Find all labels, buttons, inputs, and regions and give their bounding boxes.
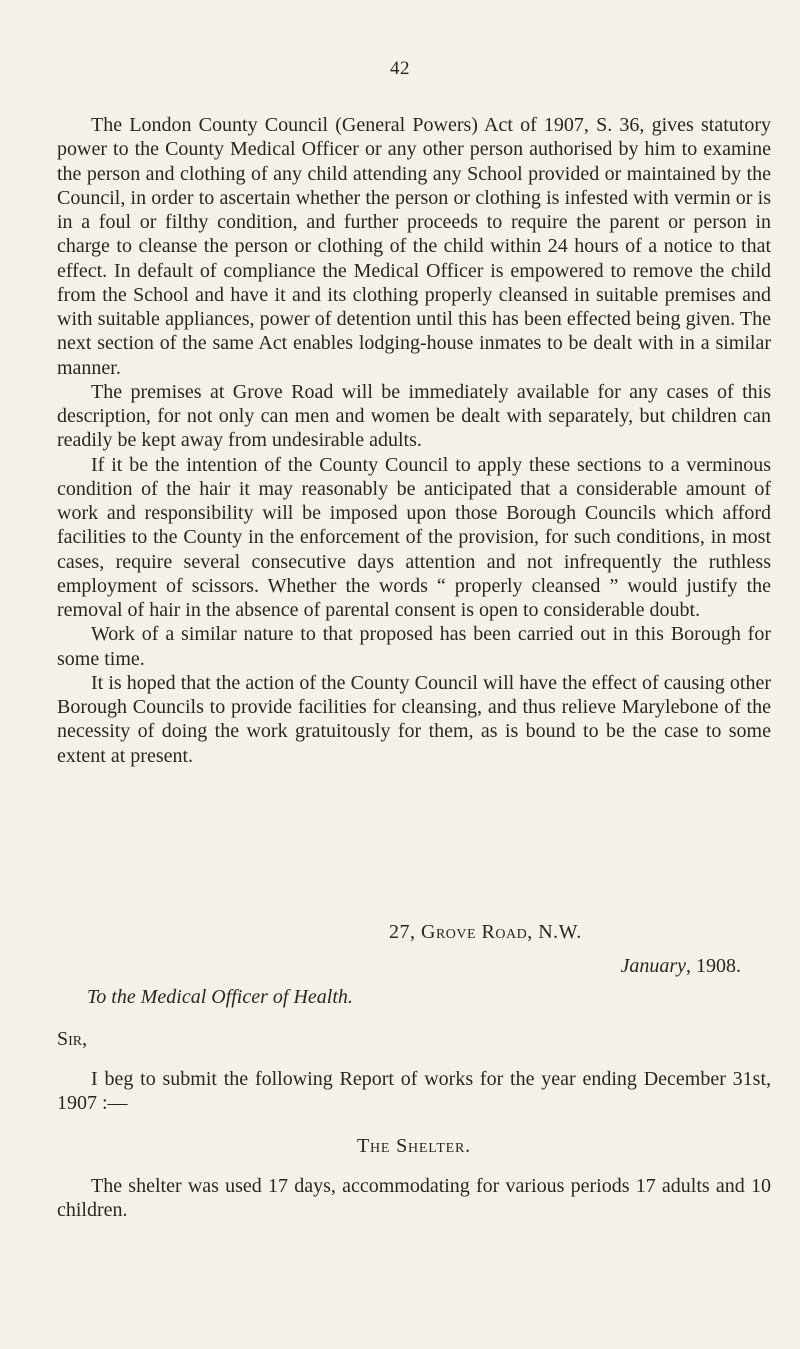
paragraph-verminous-hair: If it be the intention of the County Council to apply these sections to a verminous condition of the hair it may reasonably be anticipated that a considerable amount of work and responsibility will be imposed upon those Borough Councils which afford facilities to the County in the enforcement of the provision, for such conditions, in most cases, require several consecutive days attention and not infrequently the ruthless employment of scissors. Whether the words “ properly cleansed ” would justify the removal of hair in the absence of parental consent is open to considerable doubt. xyxy=(57,453,771,621)
shelter-paragraph: The shelter was used 17 days, accommodating for various periods 17 adults and 10 children. xyxy=(57,1174,771,1221)
letter-salutation: Sir, xyxy=(57,1027,88,1050)
section-heading-shelter: The Shelter. xyxy=(357,1134,471,1157)
paragraph-grove-road-premises: The premises at Grove Road will be immediately available for any cases of this description, for not only can men and women be dealt with separately, but children can readily be kept away from undesirable adults. xyxy=(57,380,771,452)
letter-date-year: , 1908. xyxy=(686,955,741,978)
paragraph-borough-councils: It is hoped that the action of the County Council will have the effect of causing other Borough Councils to provide facilities for cleansing, and thus relieve Marylebone of the necessity of doing the work gratuitously for them, as is bound to be the case to some extent at present. xyxy=(57,671,771,767)
page-number: 42 xyxy=(390,58,410,79)
report-body xyxy=(57,113,771,768)
paragraph-similar-work: Work of a similar nature to that proposed has been carried out in this Borough for some time. xyxy=(57,623,771,670)
letter-section xyxy=(57,920,771,1222)
letter-date-month: January xyxy=(620,955,686,978)
letter-date xyxy=(57,954,741,978)
letter-address: 27, Grove Road, N.W. xyxy=(389,921,582,943)
letter-intro: I beg to submit the following Report of works for the year ending December 31st, 1907 :— xyxy=(57,1068,771,1115)
letter-recipient: To the Medical Officer of Health. xyxy=(87,985,353,1008)
paragraph-act-powers: The London County Council (General Powers) Act of 1907, S. 36, gives statutory power to the County Medical Officer or any other person authorised by him to examine the person and clothing of any child attending any School provided or maintained by the Council, in order to ascertain whether the person or clothing is infested with vermin or is in a foul or filthy condition, and further proceeds to require the parent or person in charge to cleanse the person or clothing of the child within 24 hours of a notice to that effect. In default of compliance the Medical Officer is empowered to remove the child from the School and have it and its clothing properly cleansed in suitable premises and with suitable appliances, power of detention until this has been effected being given. The next section of the same Act enables lodging-house inmates to be dealt with in a similar manner. xyxy=(57,114,771,379)
